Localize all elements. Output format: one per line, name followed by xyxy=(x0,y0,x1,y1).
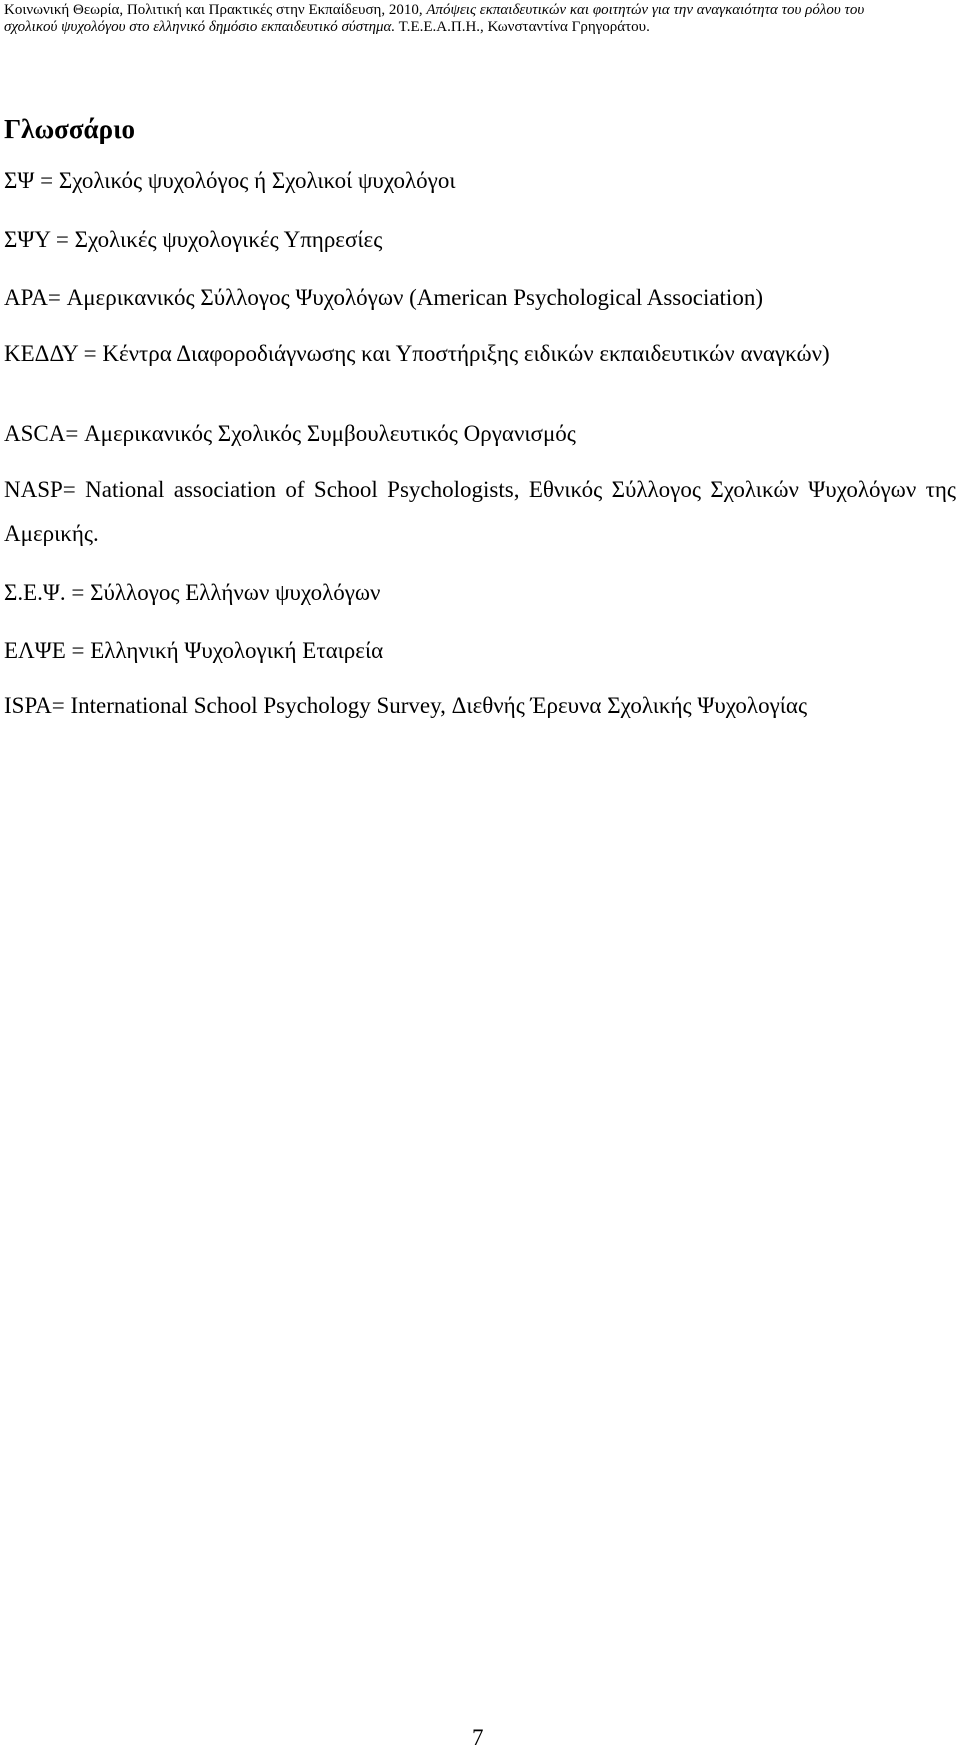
running-header-author: Τ.Ε.Ε.Α.Π.Η., Κωνσταντίνα Γρηγοράτου. xyxy=(395,19,650,35)
glossary-entry-elpse: ΕΛΨΕ = Ελληνική Ψυχολογική Εταιρεία xyxy=(4,638,384,663)
glossary-entry-apa: APA= Αμερικανικός Σύλλογος Ψυχολόγων (American Psychological Association) xyxy=(4,285,763,310)
running-header-title-part-1: Απόψεις εκπαιδευτικών και φοιτητών για την αναγκαιότητα του ρόλου του xyxy=(426,2,865,18)
running-header-title-part-2: σχολικού ψυχολόγου στο ελληνικό δημόσιο εκπαιδευτικό σύστημα. xyxy=(4,19,396,35)
running-header-line-2 xyxy=(4,19,954,36)
glossary-entry-sps: ΣΨ = Σχολικός ψυχολόγος ή Σχολικοί ψυχολόγοι xyxy=(4,168,456,193)
glossary-entry-ispa: ISPA= International School Psychology Survey, Διεθνής Έρευνα Σχολικής Ψυχολογίας xyxy=(4,693,808,718)
page-number: 7 xyxy=(472,1725,484,1750)
glossary-entry-sep: Σ.Ε.Ψ. = Σύλλογος Ελλήνων ψυχολόγων xyxy=(4,580,381,605)
glossary-entry-asca: ASCA= Αμερικανικός Σχολικός Συμβουλευτικός Οργανισμός xyxy=(4,421,576,446)
glossary-title: Γλωσσάριο xyxy=(4,114,135,144)
running-header-line-1 xyxy=(4,2,954,19)
glossary-entry-keddy: ΚΕΔΔΥ = Κέντρα Διαφοροδιάγνωσης και Υποστήριξης ειδικών εκπαιδευτικών αναγκών) xyxy=(4,341,830,366)
running-header-citation: Κοινωνική Θεωρία, Πολιτική και Πρακτικές στην Εκπαίδευση, 2010, xyxy=(4,2,427,18)
glossary-entry-spsy: ΣΨΥ = Σχολικές ψυχολογικές Υπηρεσίες xyxy=(4,227,383,252)
glossary-entry-nasp: NASP= National association of School Psychologists, Εθνικός Σύλλογος Σχολικών Ψυχολόγων της Αμερικής. xyxy=(4,477,956,546)
running-header xyxy=(4,2,954,36)
